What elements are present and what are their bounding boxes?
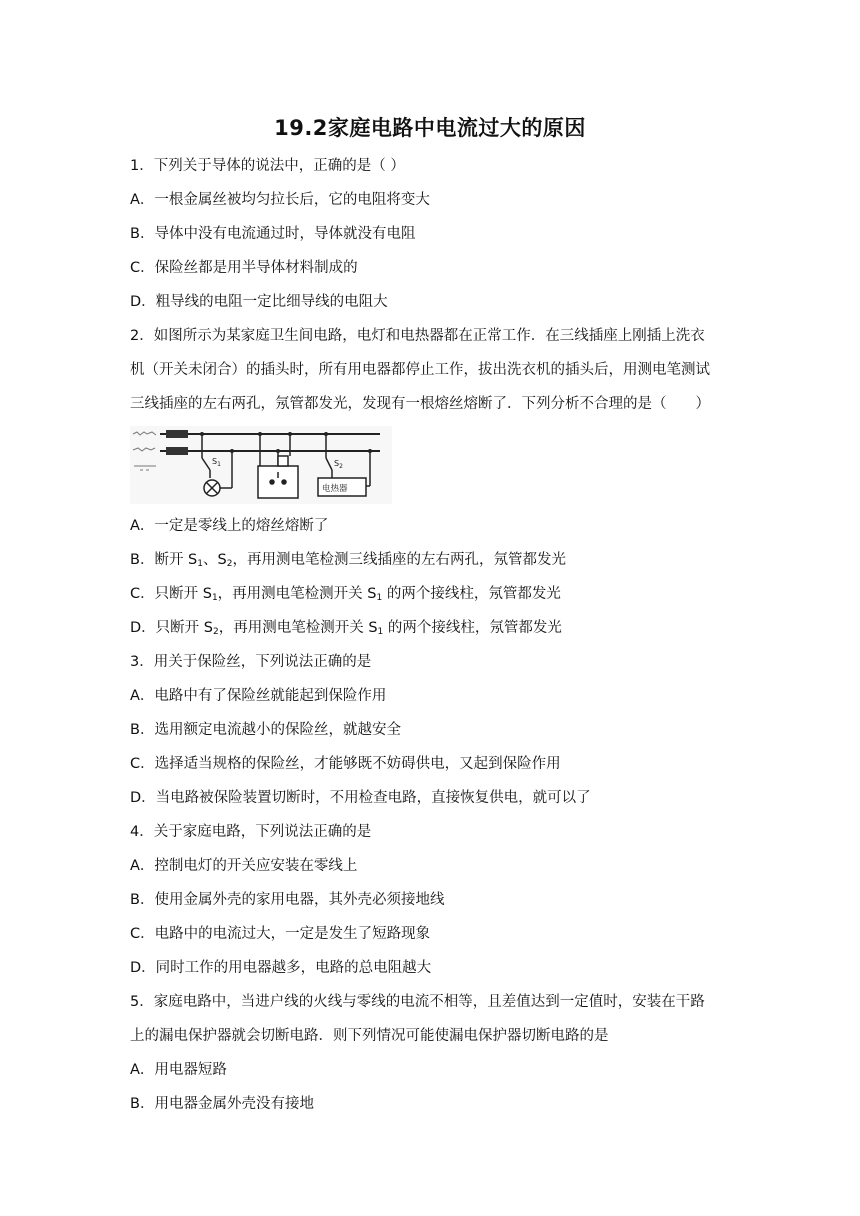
fuse-top xyxy=(166,430,188,438)
fuse-bottom xyxy=(166,447,188,455)
q3-option-b: B．选用额定电流越小的保险丝，就越安全 xyxy=(130,722,401,738)
q2-option-d: D．只断开 $S_2$，再用测电笔检测开关 $S_1$ 的两个接线柱，氖管都发光 xyxy=(130,620,562,637)
heater-switch-label-subscript: 2 xyxy=(339,463,343,470)
q2-stem-line-2: 机（开关未闭合）的插头时，所有用电器都停止工作，拔出洗衣机的插头后，用测电笔测试 xyxy=(130,362,710,378)
heater-switch-label: $S_2$ xyxy=(334,459,343,470)
q1-option-b: B．导体中没有电流通过时，导体就没有电阻 xyxy=(130,226,416,242)
q3-option-c: C．选择适当规格的保险丝，才能够既不妨碍供电，又起到保险作用 xyxy=(130,756,561,772)
q3-option-d: D．当电路被保险装置切断时，不用检查电路，直接恢复供电，就可以了 xyxy=(130,790,591,806)
q1-option-d: D．粗导线的电阻一定比细导线的电阻大 xyxy=(130,294,388,310)
q2-stem-line-1: 2．如图所示为某家庭卫生间电路，电灯和电热器都在正常工作．在三线插座上刚插上洗衣 xyxy=(130,328,705,344)
heater-label: 电热器 xyxy=(322,484,348,494)
q3-option-a: A．电路中有了保险丝就能起到保险作用 xyxy=(130,688,387,704)
q5-stem-line-1: 5．家庭电路中，当进户线的火线与零线的电流不相等，且差值达到一定值时，安装在干路 xyxy=(130,994,705,1010)
q4-option-a: A．控制电灯的开关应安装在零线上 xyxy=(130,858,358,874)
q5-option-a: A．用电器短路 xyxy=(130,1062,227,1078)
junction-dots xyxy=(200,432,372,453)
q4-option-b: B．使用金属外壳的家用电器，其外壳必须接地线 xyxy=(130,892,445,908)
socket-branch xyxy=(258,434,298,498)
lamp-switch-label: $S_1$ xyxy=(212,457,221,468)
lamp-switch-label-subscript: 1 xyxy=(217,461,221,468)
q1-option-a: A．一根金属丝被均匀拉长后，它的电阻将变大 xyxy=(130,192,430,208)
socket-icon xyxy=(258,466,298,498)
scanned-label-marks xyxy=(133,432,156,470)
q1-option-c: C．保险丝都是用半导体材料制成的 xyxy=(130,260,358,276)
circuit-diagram-svg xyxy=(130,426,392,504)
q1-stem: 1．下列关于导体的说法中，正确的是（ ） xyxy=(130,158,405,174)
q5-stem-line-2: 上的漏电保护器就会切断电路．则下列情况可能使漏电保护器切断电路的是 xyxy=(130,1028,609,1044)
q4-option-d: D．同时工作的用电器越多，电路的总电阻越大 xyxy=(130,960,432,976)
page-title: 19.2家庭电路中电流过大的原因 xyxy=(274,116,586,140)
q5-option-b: B．用电器金属外壳没有接地 xyxy=(130,1096,314,1112)
q2-option-b: B．断开 $S_1$、$S_2$，再用测电笔检测三线插座的左右两孔，氖管都发光 xyxy=(130,552,566,569)
q4-stem: 4．关于家庭电路，下列说法正确的是 xyxy=(130,824,372,840)
circuit-diagram xyxy=(130,426,392,504)
q2-option-a: A．一定是零线上的熔丝熔断了 xyxy=(130,518,329,534)
q3-stem: 3．用关于保险丝，下列说法正确的是 xyxy=(130,654,372,670)
q2-option-c: C．只断开 $S_1$，再用测电笔检测开关 $S_1$ 的两个接线柱，氖管都发光 xyxy=(130,586,561,603)
q2-stem-line-3: 三线插座的左右两孔，氖管都发光，发现有一根熔丝熔断了．下列分析不合理的是（ ） xyxy=(130,396,710,412)
q4-option-c: C．电路中的电流过大，一定是发生了短路现象 xyxy=(130,926,431,942)
